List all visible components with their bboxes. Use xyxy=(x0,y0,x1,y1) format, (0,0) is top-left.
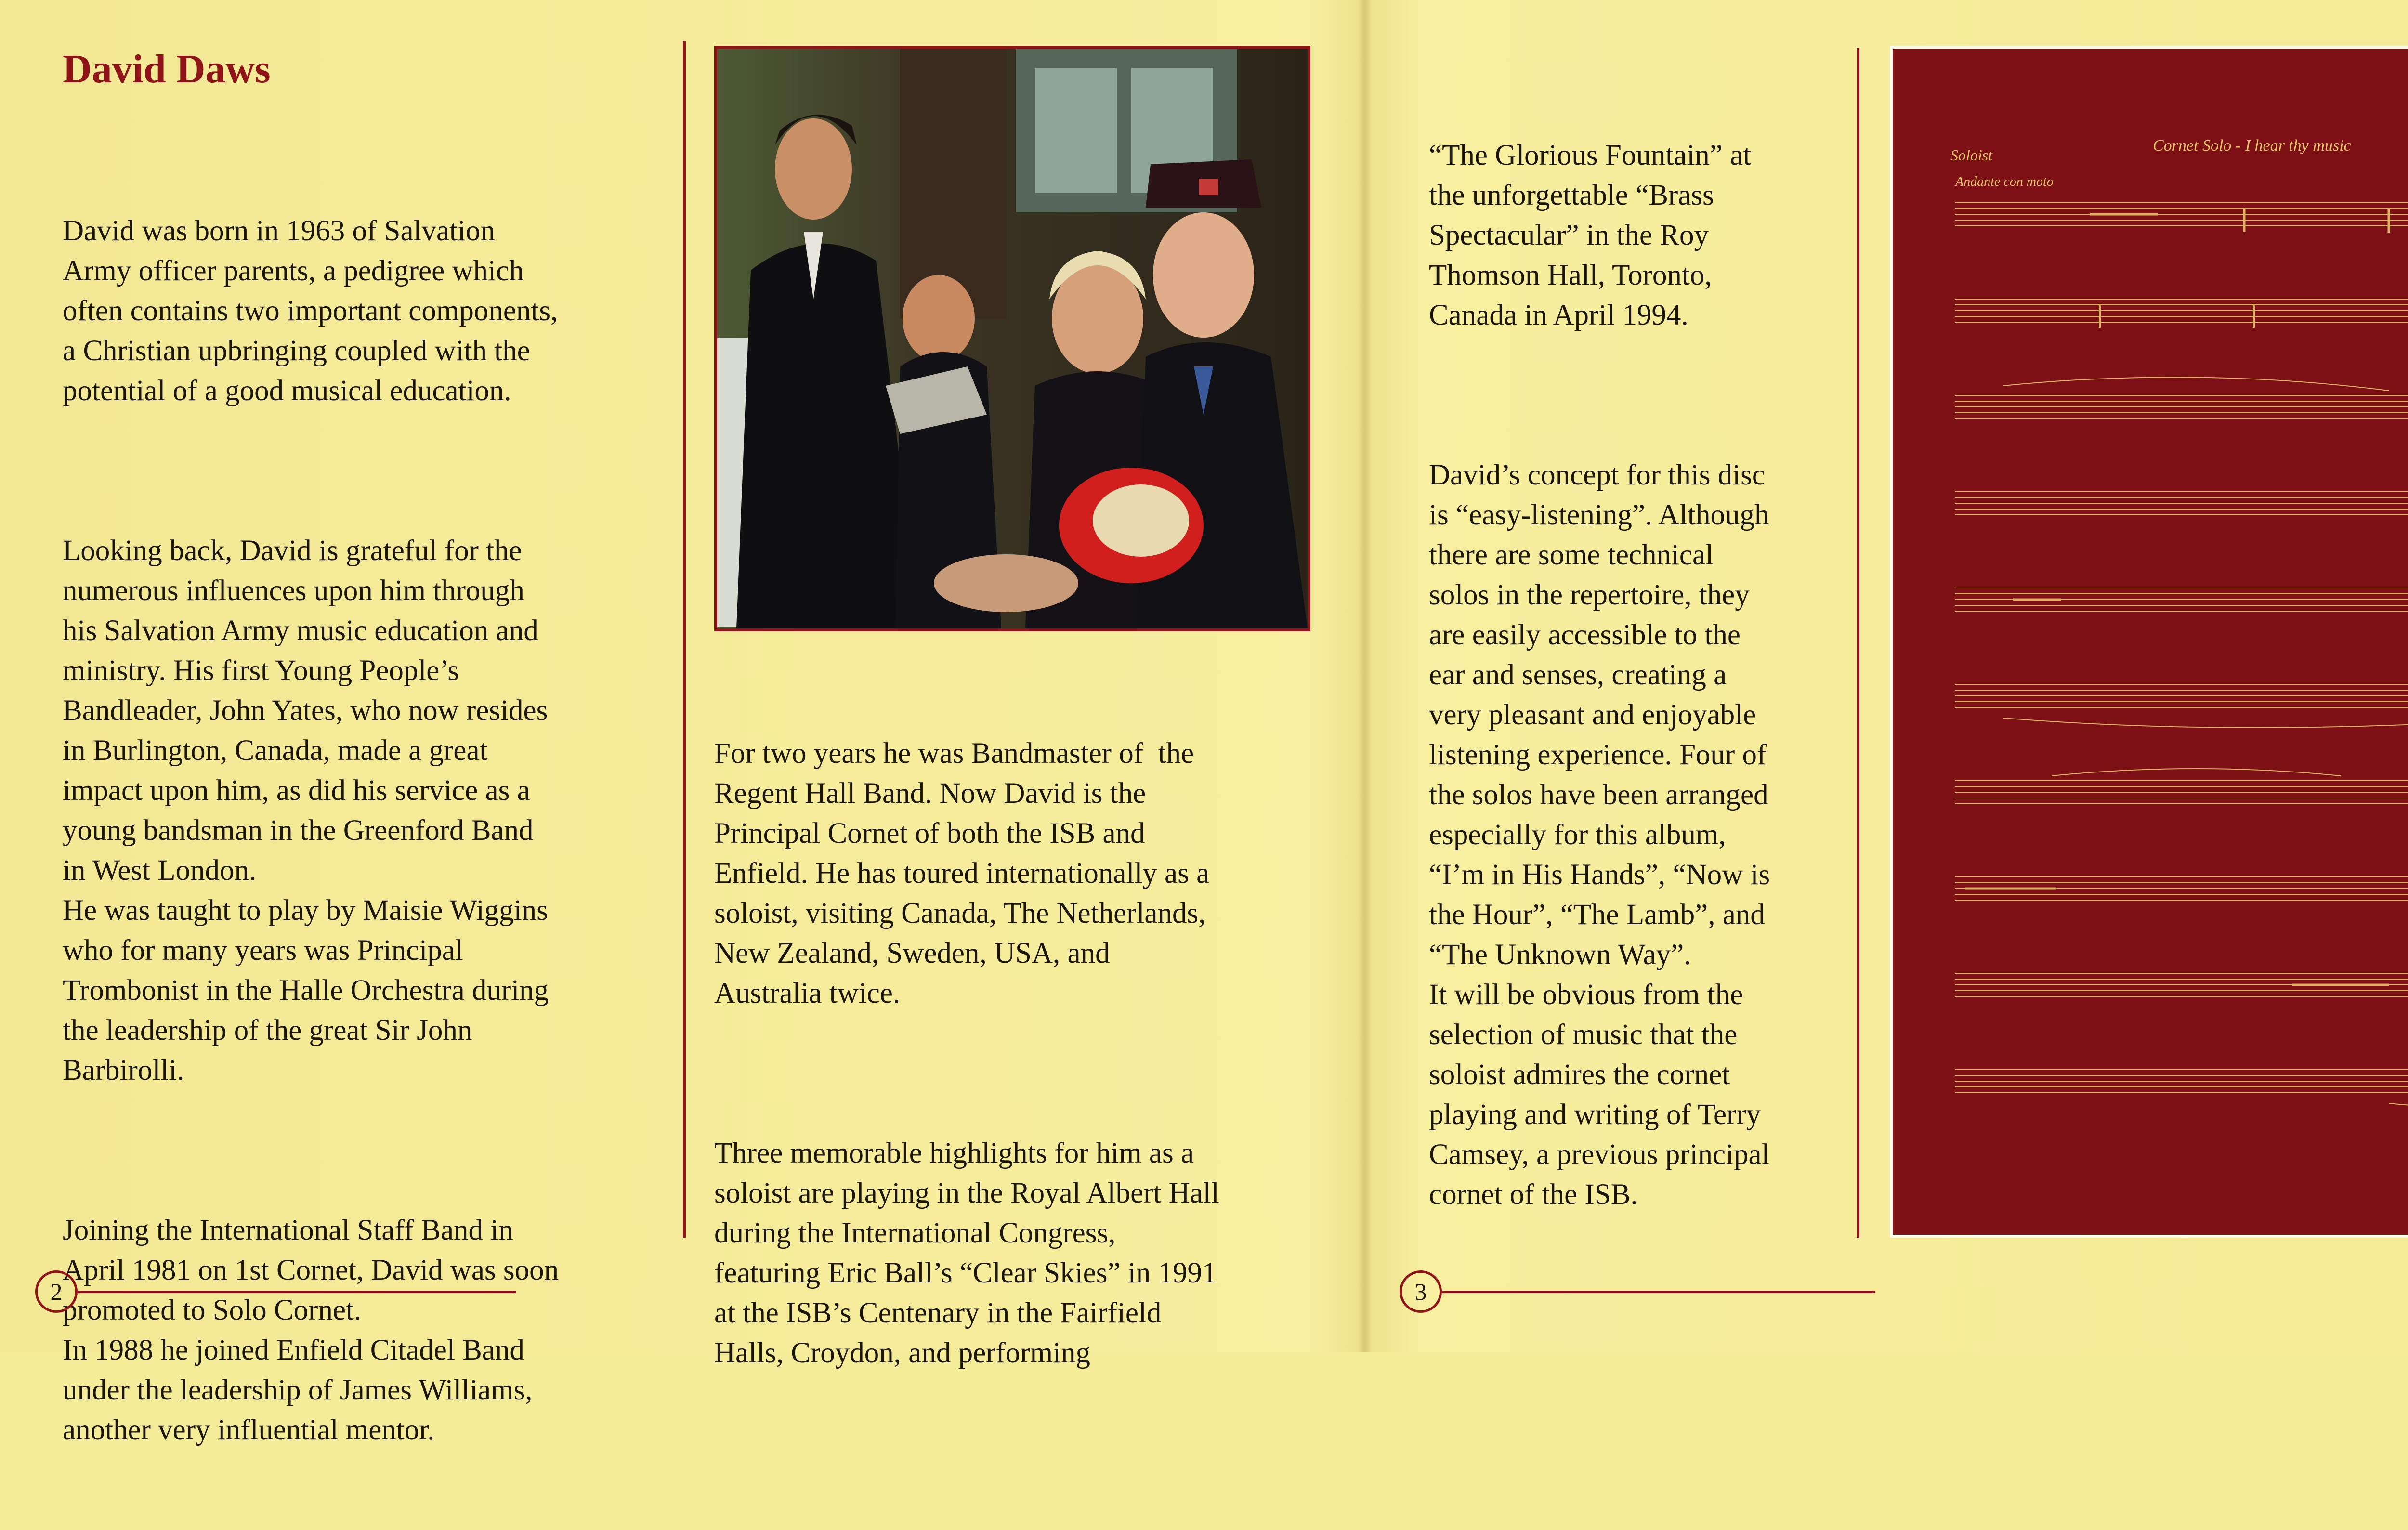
paragraph: “The Glorious Fountain” at the unforgettable “Brass Spectacular” in the Roy Thomson Hall, Toronto, Canada in April 1994. xyxy=(1429,139,1752,331)
text-column-1 xyxy=(63,131,665,1530)
page-title: David Daws xyxy=(63,47,271,92)
footer-rule xyxy=(1442,1291,1875,1293)
sheet-music-image xyxy=(1890,46,2408,1238)
sheet-music-score xyxy=(1893,49,2408,1235)
paragraph: David was born in 1963 of Salvation Army officer parents, a pedigree which often contains two important components, a Christian upbringing coupled with the potential of a good musical education. xyxy=(63,215,558,407)
paragraph: David’s concept for this disc is “easy-listening”. Although there are some technical solos in the repertoire, they are easily accessible to the ear and senses, creating a very pleasant and enjoyable listening experience. Four of the solos have been arranged especially for this album, “I’m in His Hands”, “Now is the Hour”, “The Lamb”, and “The Unknown Way”. It will be obvious from the selection of music that the soloist admires the cornet playing and writing of Terry Camsey, a previous principal cornet of the ISB. xyxy=(1429,459,1770,1211)
paragraph: Three memorable highlights for him as a soloist are playing in the Royal Albert Hall during the International Congress, featuring Eric Ball’s “Clear Skies” in 1991 at the ISB’s Centenary in the Fairfield Halls, Croydon, and performing xyxy=(714,1137,1219,1369)
staff-lines xyxy=(1955,203,2408,1108)
footer-rule xyxy=(78,1291,516,1293)
page-number-left xyxy=(35,1270,516,1313)
page-number-badge: 2 xyxy=(35,1270,78,1313)
band-photo xyxy=(714,46,1310,631)
band-photo-image xyxy=(717,49,1308,628)
paragraph: Joining the International Staff Band in April 1981 on 1st Cornet, David was soon promoted to Solo Cornet. In 1988 he joined Enfield Citadel Band under the leadership of James Williams, another very influential mentor. xyxy=(63,1214,559,1446)
paragraph: For two years he was Bandmaster of the Regent Hall Band. Now David is the Principal Cornet of both the ISB and Enfield. He has toured internationally as a soloist, visiting Canada, The Netherlands, New Zealand, Sweden, USA, and Australia twice. xyxy=(714,737,1210,1009)
page-number-right xyxy=(1400,1270,1875,1313)
score-title: Cornet Solo - I hear thy music xyxy=(2153,137,2351,155)
column-divider xyxy=(1857,48,1859,1238)
paragraph: Looking back, David is grateful for the numerous influences upon him through his Salvation Army music education and ministry. His first Young People’s Bandleader, John Yates, who now resides in Burlington, Canada, made a great impact upon him, as did his service as a young bandsman in the Greenford Band in West London. He was taught to play by Maisie Wiggins who for many years was Principal Trombonist in the Halle Orchestra during the leadership of the great Sir John Barbirolli. xyxy=(63,535,549,1086)
center-fold xyxy=(1358,0,1372,1352)
text-column-2 xyxy=(714,654,1335,1453)
text-column-3 xyxy=(1429,55,1853,1295)
page-number-badge: 3 xyxy=(1400,1270,1442,1313)
score-part-label: Soloist xyxy=(1950,146,1993,164)
score-tempo: Andante con moto xyxy=(1955,174,2054,189)
column-divider xyxy=(683,41,686,1238)
